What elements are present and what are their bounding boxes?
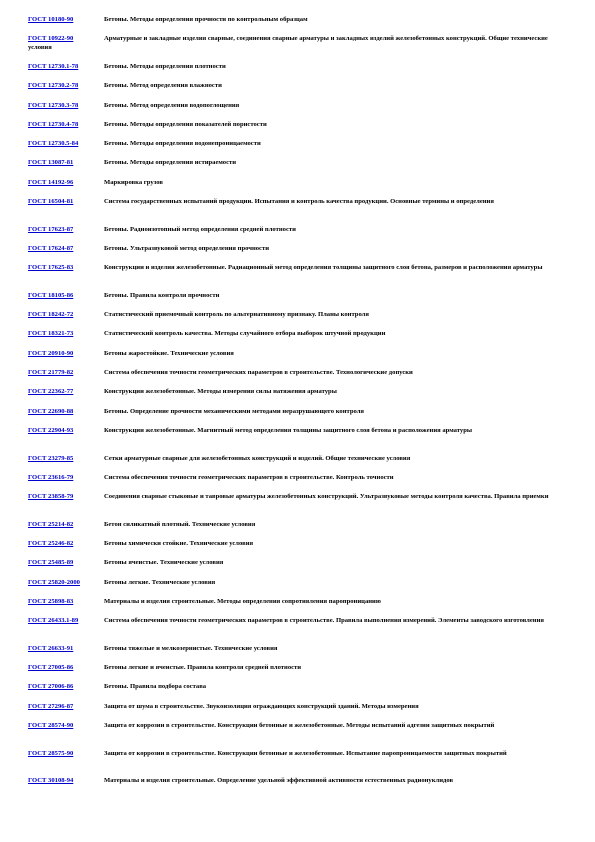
standard-code-link[interactable]: ГОСТ 12730.3-78 <box>28 101 79 109</box>
standard-entry <box>28 159 566 167</box>
standard-title: Арматурные и закладные изделия сварные, соединения сварные арматуры и закладных изделий железобетонных конструкций. Общие технические условия <box>28 35 548 51</box>
standard-entry <box>28 474 566 482</box>
standard-entry <box>28 226 566 234</box>
standard-entry <box>28 521 566 529</box>
standard-code-link[interactable]: ГОСТ 27296-87 <box>28 702 74 710</box>
standard-title: Защита от коррозии в строительстве. Конструкции бетонные и железобетонные. Методы испытаний адгезии защитных покрытий <box>104 722 495 729</box>
standard-code-link[interactable]: ГОСТ 25898-83 <box>28 597 74 605</box>
standard-title: Статистический приемочный контроль по альтернативному признаку. Планы контроля <box>104 311 369 319</box>
standard-code-link[interactable]: ГОСТ 10922-90 <box>28 35 74 43</box>
standard-entry <box>28 198 566 206</box>
standard-title: Система государственных испытаний продукции. Испытания и контроль качества продукции. Основные термины и определения <box>104 198 494 205</box>
standard-title: Бетоны. Методы определения истираемости <box>104 159 237 167</box>
standard-entry <box>28 579 566 587</box>
standard-title: Материалы и изделия строительные. Методы определения сопротивления паропроницанию <box>104 597 381 605</box>
standard-code-link[interactable]: ГОСТ 12730.4-78 <box>28 120 79 128</box>
standard-entry <box>28 559 566 567</box>
standard-entry <box>28 350 566 358</box>
standard-title: Бетоны. Методы определения плотности <box>104 62 226 70</box>
standard-title: Система обеспечения точности геометрических параметров в строительстве. Правила выполнения измерений. Элементы заводского изготовления <box>104 617 544 625</box>
standard-title: Маркировка грузов <box>104 178 163 186</box>
standard-code-link[interactable]: ГОСТ 22362-77 <box>28 388 74 396</box>
standard-code-link[interactable]: ГОСТ 22904-93 <box>28 426 74 434</box>
standard-entry <box>28 703 566 711</box>
standard-entry <box>28 102 566 110</box>
standard-title: Бетоны легкие. Технические условия <box>104 578 216 586</box>
standard-entry <box>28 35 566 52</box>
standard-code-link[interactable]: ГОСТ 17625-83 <box>28 264 74 272</box>
standard-title: Бетоны. Методы определения прочности по контрольным образцам <box>104 16 308 23</box>
standard-entry <box>28 540 566 548</box>
standard-entry <box>28 330 566 338</box>
standard-code-link[interactable]: ГОСТ 13087-81 <box>28 159 74 167</box>
standard-code-link[interactable]: ГОСТ 21779-82 <box>28 369 74 376</box>
standard-title: Бетоны легкие и ячеистые. Правила контроля средней плотности <box>104 664 302 672</box>
standard-entry <box>28 140 566 148</box>
standard-title: Конструкции железобетонные. Магнитный метод определения толщины защитного слоя бетона и расположения арматуры <box>104 426 473 434</box>
standard-code-link[interactable]: ГОСТ 25820-2000 <box>28 578 80 586</box>
standard-entry <box>28 777 566 785</box>
standard-title: Бетоны. Метод определения водопоглощения <box>104 101 240 109</box>
standard-title: Бетоны. Радиоизотопный метод определения средней плотности <box>104 225 296 233</box>
standard-title: Система обеспечения точности геометрических параметров в строительстве. Технологические допуски <box>104 369 413 376</box>
standard-code-link[interactable]: ГОСТ 17623-87 <box>28 225 74 233</box>
standard-title: Бетоны. Ультразвуковой метод определения прочности <box>104 244 270 252</box>
standard-code-link[interactable]: ГОСТ 27006-86 <box>28 683 74 691</box>
standard-entry <box>28 63 566 71</box>
standard-title: Бетоны жаростойкие. Технические условия <box>104 349 234 357</box>
standard-title: Система обеспечения точности геометрических параметров в строительстве. Контроль точности <box>104 473 394 481</box>
standard-entry <box>28 292 566 300</box>
standard-entry <box>28 645 566 653</box>
standard-code-link[interactable]: ГОСТ 23616-79 <box>28 473 74 481</box>
standard-entry <box>28 683 566 691</box>
standard-code-link[interactable]: ГОСТ 18105-86 <box>28 291 74 299</box>
standard-title: Сетки арматурные сварные для железобетонных конструкций и изделий. Общие технические условия <box>104 454 411 462</box>
standard-code-link[interactable]: ГОСТ 14192-96 <box>28 178 74 186</box>
standard-code-link[interactable]: ГОСТ 22690-88 <box>28 407 74 415</box>
standard-code-link[interactable]: ГОСТ 28574-90 <box>28 722 74 729</box>
standard-entry <box>28 179 566 187</box>
standard-code-link[interactable]: ГОСТ 28575-90 <box>28 749 74 757</box>
standard-entry <box>28 121 566 129</box>
standard-title: Материалы и изделия строительные. Определение удельной эффективной активности естественных радионуклидов <box>104 777 454 785</box>
standard-code-link[interactable]: ГОСТ 25214-82 <box>28 520 74 528</box>
standard-title: Соединения сварные стыковые и тавровые арматуры железобетонных конструкций. Ультразвуковые методы контроля качества. Правила приемки <box>104 493 549 501</box>
standard-entry <box>28 664 566 672</box>
standard-entry <box>28 598 566 606</box>
standard-title: Бетоны ячеистые. Технические условия <box>104 559 224 567</box>
standard-title: Бетоны. Метод определения влажности <box>104 82 222 90</box>
standard-entry <box>28 264 566 272</box>
standard-title: Конструкции и изделия железобетонные. Радиационный метод определения толщины защитного слоя бетона, размеров и расположения арматуры <box>104 264 543 272</box>
standard-title: Бетоны. Методы определения показателей пористости <box>104 120 267 128</box>
standard-code-link[interactable]: ГОСТ 27005-86 <box>28 664 74 672</box>
standard-code-link[interactable]: ГОСТ 23279-85 <box>28 454 74 462</box>
standard-code-link[interactable]: ГОСТ 12730.1-78 <box>28 62 79 70</box>
standard-code-link[interactable]: ГОСТ 30108-94 <box>28 777 74 785</box>
standard-entry <box>28 245 566 253</box>
standard-entry <box>28 617 566 625</box>
standard-code-link[interactable]: ГОСТ 10180-90 <box>28 16 74 23</box>
standard-code-link[interactable]: ГОСТ 23858-79 <box>28 493 74 501</box>
standard-code-link[interactable]: ГОСТ 26433.1-89 <box>28 617 79 625</box>
standard-entry <box>28 16 566 24</box>
standard-code-link[interactable]: ГОСТ 25485-89 <box>28 559 74 567</box>
standard-title: Бетоны. Методы определения водонепроницаемости <box>104 140 261 148</box>
standard-entry <box>28 311 566 319</box>
standard-title: Бетоны тяжелые и мелкозернистые. Технические условия <box>104 644 278 652</box>
standard-title: Защита от шума в строительстве. Звукоизоляция ограждающих конструкций зданий. Методы измерения <box>104 702 419 710</box>
standard-entry <box>28 722 566 730</box>
standard-code-link[interactable]: ГОСТ 25246-82 <box>28 540 74 547</box>
standard-entry <box>28 82 566 90</box>
standard-code-link[interactable]: ГОСТ 12730.5-84 <box>28 140 79 148</box>
standard-title: Бетоны. Правила контроля прочности <box>104 291 220 299</box>
standard-title: Бетоны химически стойкие. Технические условия <box>104 540 254 547</box>
standard-code-link[interactable]: ГОСТ 12730.2-78 <box>28 82 79 90</box>
standard-code-link[interactable]: ГОСТ 26633-91 <box>28 644 74 652</box>
standard-entry <box>28 408 566 416</box>
standard-code-link[interactable]: ГОСТ 18242-72 <box>28 311 74 319</box>
standard-title: Защита от коррозии в строительстве. Конструкции бетонные и железобетонные. Испытание паропроницаемости защитных покрытий <box>104 749 507 757</box>
standard-entry <box>28 427 566 435</box>
standard-title: Бетоны. Правила подбора состава <box>104 683 207 691</box>
standard-code-link[interactable]: ГОСТ 20910-90 <box>28 349 74 357</box>
standard-entry <box>28 455 566 463</box>
standard-title: Статистический контроль качества. Методы случайного отбора выборок штучной продукции <box>104 330 386 338</box>
standard-entry <box>28 493 566 501</box>
standard-code-link[interactable]: ГОСТ 18321-73 <box>28 330 74 338</box>
standard-title: Бетон силикатный плотный. Технические условия <box>104 520 256 528</box>
standard-entry <box>28 388 566 396</box>
standard-title: Конструкции железобетонные. Методы измерения силы натяжения арматуры <box>104 388 337 396</box>
standard-entry <box>28 750 566 758</box>
standard-code-link[interactable]: ГОСТ 17624-87 <box>28 244 74 252</box>
standard-title: Бетоны. Определение прочности механическими методами неразрушающего контроля <box>104 407 364 415</box>
standard-code-link[interactable]: ГОСТ 16504-81 <box>28 198 74 205</box>
standard-entry <box>28 369 566 377</box>
